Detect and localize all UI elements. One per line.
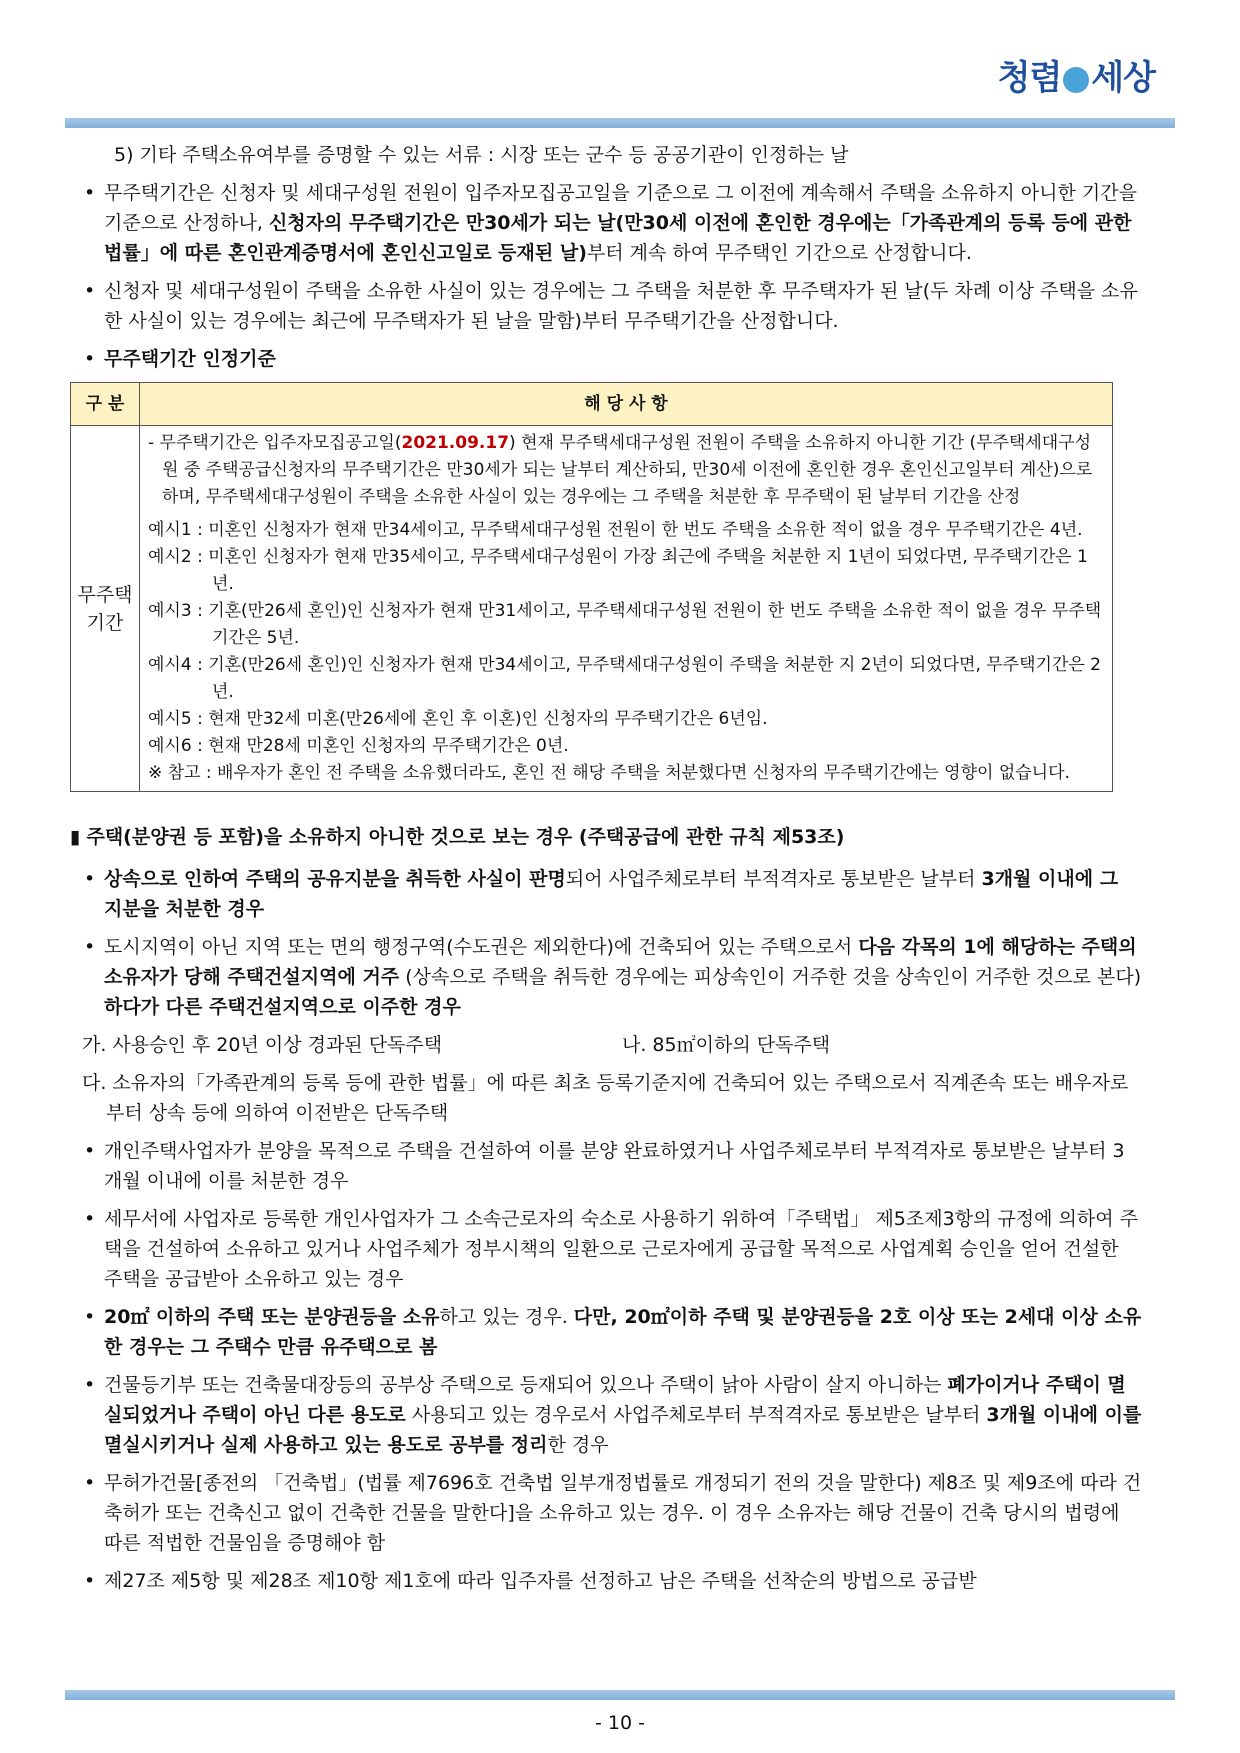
logo-circle-icon — [1063, 67, 1089, 93]
row-label: 무주택기간 — [71, 426, 140, 792]
logo-text-right: 세상 — [1091, 58, 1155, 98]
bullet-rural-house: • 도시지역이 아닌 지역 또는 면의 행정구역(수도권은 제외한다)에 건축되어 있는 주택으로서 다음 각목의 1에 해당하는 주택의 소유자가 당해 주택건설지역에 거주 (상속으로 주택을 취득한 경우에는 피상속인이 거주한 것을 상속인이 거주한 것으로 본다)하다가 다른 주택건설지역으로 이주한 경우 — [82, 932, 1142, 1022]
item-ga: 가. 사용승인 후 20년 이상 경과된 단독주택 — [82, 1034, 443, 1056]
page-content — [77, 140, 1142, 1604]
footer-bar — [65, 1690, 1175, 1700]
bullet-private-builder: • 개인주택사업자가 분양을 목적으로 주택을 건설하여 이를 분양 완료하였거나 사업주체로부터 부적격자로 통보받은 날부터 3개월 이내에 이를 처분한 경우 — [82, 1136, 1142, 1196]
bullet-worker-housing: • 세무서에 사업자로 등록한 개인사업자가 그 소속근로자의 숙소로 사용하기 위하여「주택법」 제5조제3항의 규정에 의하여 주택을 건설하여 소유하고 있거나 사업주체가 정부시책의 일환으로 근로자에게 공급할 목적으로 사업계획 승인을 얻어 건설한 주택을 공급받아 소유하고 있는 경우 — [82, 1204, 1142, 1294]
bullet-first-come-supply: • 제27조 제5항 및 제28조 제10항 제1호에 따라 입주자를 선정하고 남은 주택을 선착순의 방법으로 공급받 — [82, 1566, 1142, 1596]
col-header-details: 해 당 사 항 — [140, 383, 1113, 426]
bullet-criteria-heading: • 무주택기간 인정기준 — [82, 344, 1142, 374]
table-header-row — [71, 383, 1113, 426]
logo-text-left: 청렴 — [997, 58, 1062, 98]
notice-date: 2021.09.17 — [401, 433, 510, 453]
item-na: 나. 85㎡이하의 단독주택 — [622, 1034, 831, 1056]
criteria-table — [70, 382, 1113, 792]
header-bar — [65, 118, 1175, 128]
page-number: - 10 - — [595, 1712, 645, 1734]
bullet-homeless-period: • 무주택기간은 신청자 및 세대구성원 전원이 입주자모집공고일을 기준으로 그 이전에 계속해서 주택을 소유하지 아니한 기간을 기준으로 산정하나, 신청자의 무주택기간은 만30세가 되는 날(만30세 이전에 혼인한 경우에는「가족관계의 등록 등에 관한 법률」에 따른 혼인관계증명서에 혼인신고일로 등재된 날)부터 계속 하여 무주택인 기간으로 산정합니다. — [82, 178, 1142, 268]
table-description: - 무주택기간은 입주자모집공고일(2021.09.17) 현재 무주택세대구성원 전원이 주택을 소유하지 아니한 기간 (무주택세대구성원 중 주택공급신청자의 무주택기간은 만30세가 되는 날부터 계산하되, 만30세 이전에 혼인한 경우 혼인신고일부터 계산)으로 하며, 무주택세대구성원이 주택을 소유한 사실이 있는 경우에는 그 주택을 처분한 후 무주택이 된 날부터 기간을 산정 — [148, 433, 1093, 507]
para-document-proof: 5) 기타 주택소유여부를 증명할 수 있는 서류 : 시장 또는 군수 등 공공기관이 인정하는 날 — [114, 144, 849, 166]
bullet-abandoned-house: • 건물등기부 또는 건축물대장등의 공부상 주택으로 등재되어 있으나 주택이 낡아 사람이 살지 아니하는 폐가이거나 주택이 멸실되었거나 주택이 아닌 다른 용도로 사용되고 있는 경우로서 사업주체로부터 부적격자로 통보받은 날부터 3개월 이내에 이를 멸실시키거나 실제 사용하고 있는 용도로 공부를 정리한 경우 — [82, 1370, 1142, 1460]
example-2: 예시2 : 미혼인 신청자가 현재 만35세이고, 무주택세대구성원이 가장 최근에 주택을 처분한 지 1년이 되었다면, 무주택기간은 1년. — [148, 547, 1088, 594]
logo — [998, 50, 1155, 99]
item-da: 다. 소유자의「가족관계의 등록 등에 관한 법률」에 따른 최초 등록기준지에 건축되어 있는 주택으로서 직계존속 또는 배우자로부터 상속 등에 의하여 이전받은 단독주택 — [82, 1072, 1129, 1124]
sub-items-ga-na — [82, 1030, 1142, 1060]
bullet-small-house: • 20㎡ 이하의 주택 또는 분양권등을 소유하고 있는 경우. 다만, 20㎡이하 주택 및 분양권등을 2호 이상 또는 2세대 이상 소유한 경우는 그 주택수 만큼 유주택으로 봄 — [82, 1302, 1142, 1362]
section-title: ▮ 주택(분양권 등 포함)을 소유하지 아니한 것으로 보는 경우 (주택공급에 관한 규칙 제53조) — [70, 822, 1142, 852]
example-1: 예시1 : 미혼인 신청자가 현재 만34세이고, 무주택세대구성원 전원이 한 번도 주택을 소유한 적이 없을 경우 무주택기간은 4년. — [148, 520, 1083, 540]
reference-note: ※ 참고 : 배우자가 혼인 전 주택을 소유했더라도, 혼인 전 해당 주택을 처분했다면 신청자의 무주택기간에는 영향이 없습니다. — [148, 763, 1070, 783]
example-3: 예시3 : 기혼(만26세 혼인)인 신청자가 현재 만31세이고, 무주택세대구성원 전원이 한 번도 주택을 소유한 적이 없을 경우 무주택기간은 5년. — [148, 601, 1102, 648]
col-header-category: 구 분 — [71, 383, 140, 426]
row-details — [140, 426, 1113, 792]
bullet-inheritance: • 상속으로 인하여 주택의 공유지분을 취득한 사실이 판명되어 사업주체로부터 부적격자로 통보받은 날부터 3개월 이내에 그 지분을 처분한 경우 — [82, 864, 1142, 924]
table-row — [71, 426, 1113, 792]
bullet-unlicensed-building: • 무허가건물[종전의 「건축법」(법률 제7696호 건축법 일부개정법률로 개정되기 전의 것을 말한다) 제8조 및 제9조에 따라 건축허가 또는 건축신고 없이 건축한 건물을 말한다]을 소유하고 있는 경우. 이 경우 소유자는 해당 건물이 건축 당시의 법령에 따른 적법한 건물임을 증명해야 함 — [82, 1468, 1142, 1558]
example-5: 예시5 : 현재 만32세 미혼(만26세에 혼인 후 이혼)인 신청자의 무주택기간은 6년임. — [148, 709, 768, 729]
bullet-ownership-history: • 신청자 및 세대구성원이 주택을 소유한 사실이 있는 경우에는 그 주택을 처분한 후 무주택자가 된 날(두 차례 이상 주택을 소유한 사실이 있는 경우에는 최근에 무주택자가 된 날을 말함)부터 무주택기간을 산정합니다. — [82, 276, 1142, 336]
example-4: 예시4 : 기혼(만26세 혼인)인 신청자가 현재 만34세이고, 무주택세대구성원이 주택을 처분한 지 2년이 되었다면, 무주택기간은 2년. — [148, 655, 1101, 702]
example-6: 예시6 : 현재 만28세 미혼인 신청자의 무주택기간은 0년. — [148, 736, 569, 756]
